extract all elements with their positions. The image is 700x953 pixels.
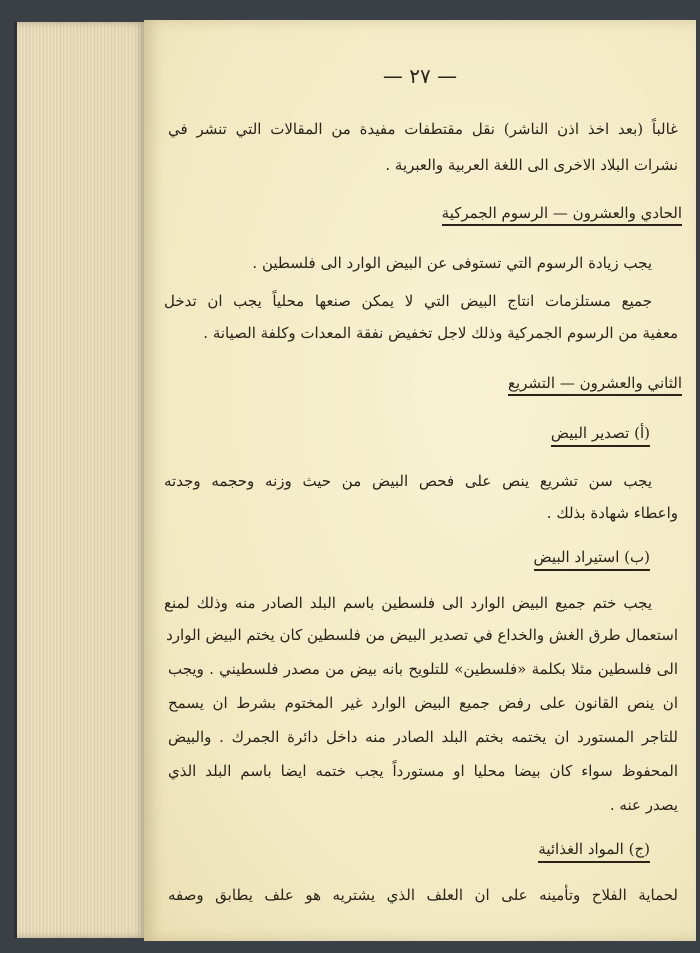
subsection-a-heading: (أ) تصدير البيض [551, 424, 650, 447]
subsection-b-heading: (ب) استيراد البيض [534, 548, 650, 571]
page-edges [14, 22, 147, 938]
section-21-line-2: جميع مستلزمات انتاج البيض التي لا يمكن صنعها محلياً يجب ان تدخل [164, 292, 652, 310]
subsection-a-line-2: واعطاء شهادة بذلك . [546, 504, 678, 522]
subsection-a-line-1: يجب سن تشريع ينص على فحص البيض من حيث وزنه وحجمه وجدته [164, 472, 652, 490]
section-21-heading-text: الحادي والعشرون — الرسوم الجمركية [442, 204, 682, 226]
subsection-b-line-4: ان ينص القانون على رفض جميع البيض الوارد غير المختوم بشرط ان يسمح [168, 694, 678, 712]
subsection-b-line-3: الى فلسطين مثلا بكلمة «فلسطين» للتلويح بانه بيض من مصدر فلسطيني . ويجب [168, 660, 678, 678]
subsection-c-line-1: لحماية الفلاح وتأمينه على ان العلف الذي يشتريه هو علف يطابق وصفه [168, 886, 678, 904]
subsection-b-line-2: استعمال طرق الغش والخداع في تصدير البيض من فلسطين كان يختم البيض الوارد [166, 626, 678, 644]
subsection-c-heading: (ج) المواد الغذائية [538, 840, 650, 863]
section-21-line-3: معفية من الرسوم الجمركية وذلك لاجل تخفيض نفقة المعدات وكلفة الصيانة . [203, 324, 678, 342]
subsection-b-line-5: للتاجر المستورد ان يختمه بختم البلد الصادر منه داخل دائرة الجمرك . والبيض [168, 728, 678, 746]
section-21-heading [442, 204, 682, 222]
subsection-b-line-7: يصدر عنه . [609, 796, 678, 814]
intro-line-1: غالباً (بعد اخذ اذن الناشر) نقل مقتطفات مفيدة من المقالات التي تنشر في [168, 120, 678, 138]
section-22-heading-text: الثاني والعشرون — التشريع [508, 374, 682, 396]
section-21-line-1: يجب زيادة الرسوم التي تستوفى عن البيض الوارد الى فلسطين . [252, 254, 652, 272]
subsection-b-line-6: المحفوظ سواء كان بيضا محليا او مستورداً يجب ختمه ايضا باسم البلد الذي [168, 762, 678, 780]
page-number: — ٢٧ — [382, 64, 458, 88]
subsection-b-line-1: يجب ختم جميع البيض الوارد الى فلسطين باسم البلد الصادر منه وذلك لمنع [164, 594, 652, 612]
book-page [144, 20, 696, 941]
section-22-heading [508, 374, 682, 392]
intro-line-2: نشرات البلاد الاخرى الى اللغة العربية والعبرية . [385, 156, 678, 174]
